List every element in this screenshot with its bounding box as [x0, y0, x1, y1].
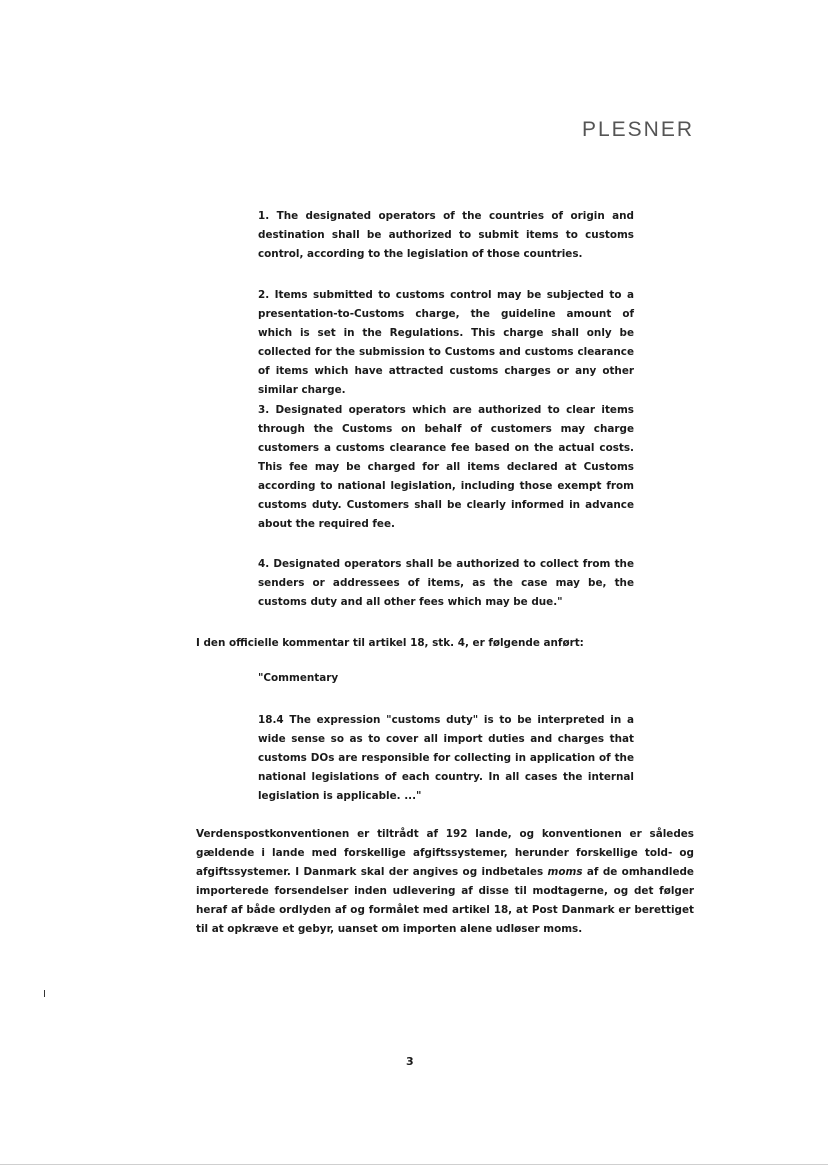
paragraph-text: 4. Designated operators shall be authorized to collect from the senders or addressees of items, as the case may be, the customs duty and all other fees which may be due." — [258, 558, 634, 608]
quoted-article-paragraph-3 — [258, 401, 634, 534]
paragraph-text: 18.4 The expression "customs duty" is to be interpreted in a wide sense so as to cover all import duties and charges that customs DOs are responsible for collecting in application of the national legislations of each country. In all cases the internal legislation is applicable. ..." — [258, 714, 634, 802]
paragraph-text: 2. Items submitted to customs control may be subjected to a presentation-to-Customs charge, the guideline amount of which is set in the Regulations. This charge shall only be collected for the submission to Customs and customs clearance of items which have attracted customs charges or any other similar charge. — [258, 289, 634, 396]
closing-paragraph — [196, 825, 694, 939]
scan-mark — [44, 990, 45, 997]
closing-text-part-1: Verdenspostkonventionen er tiltrådt af 192 lande, og konventionen er således gældende i lande med forskellige afgiftssystemer, herunder forskellige told- og afgiftssystemer. I Danmark skal der angives og indbetales — [196, 828, 694, 878]
commentary-intro-line: I den officielle kommentar til artikel 18, stk. 4, er følgende anført: — [196, 637, 584, 649]
commentary-text — [258, 711, 634, 806]
paragraph-text: 1. The designated operators of the countries of origin and destination shall be authorized to submit items to customs control, according to the legislation of those countries. — [258, 210, 634, 260]
commentary-heading: "Commentary — [258, 672, 339, 684]
bottom-rule — [0, 1164, 828, 1165]
plesner-logo: PLESNER — [581, 118, 694, 141]
quoted-article-paragraph-1 — [258, 207, 634, 264]
closing-text-emphasis: moms — [547, 866, 583, 878]
page-number: 3 — [406, 1055, 414, 1068]
paragraph-text: 3. Designated operators which are authorized to clear items through the Customs on behalf of customers may charge customers a customs clearance fee based on the actual costs. This fee may be charged for all items declared at Customs according to national legislation, including those exempt from customs duty. Customers shall be clearly informed in advance about the required fee. — [258, 404, 634, 530]
quoted-article-paragraph-2 — [258, 286, 634, 400]
closing-text-part-2: af de omhandlede importerede forsendelser inden udlevering af disse til modtagerne, og det følger heraf af både ordlyden af og formålet med artikel 18, at Post Danmark er berettiget til at opkræve et gebyr, uanset om importen alene udløser moms. — [196, 866, 694, 935]
quoted-article-paragraph-4 — [258, 555, 634, 612]
